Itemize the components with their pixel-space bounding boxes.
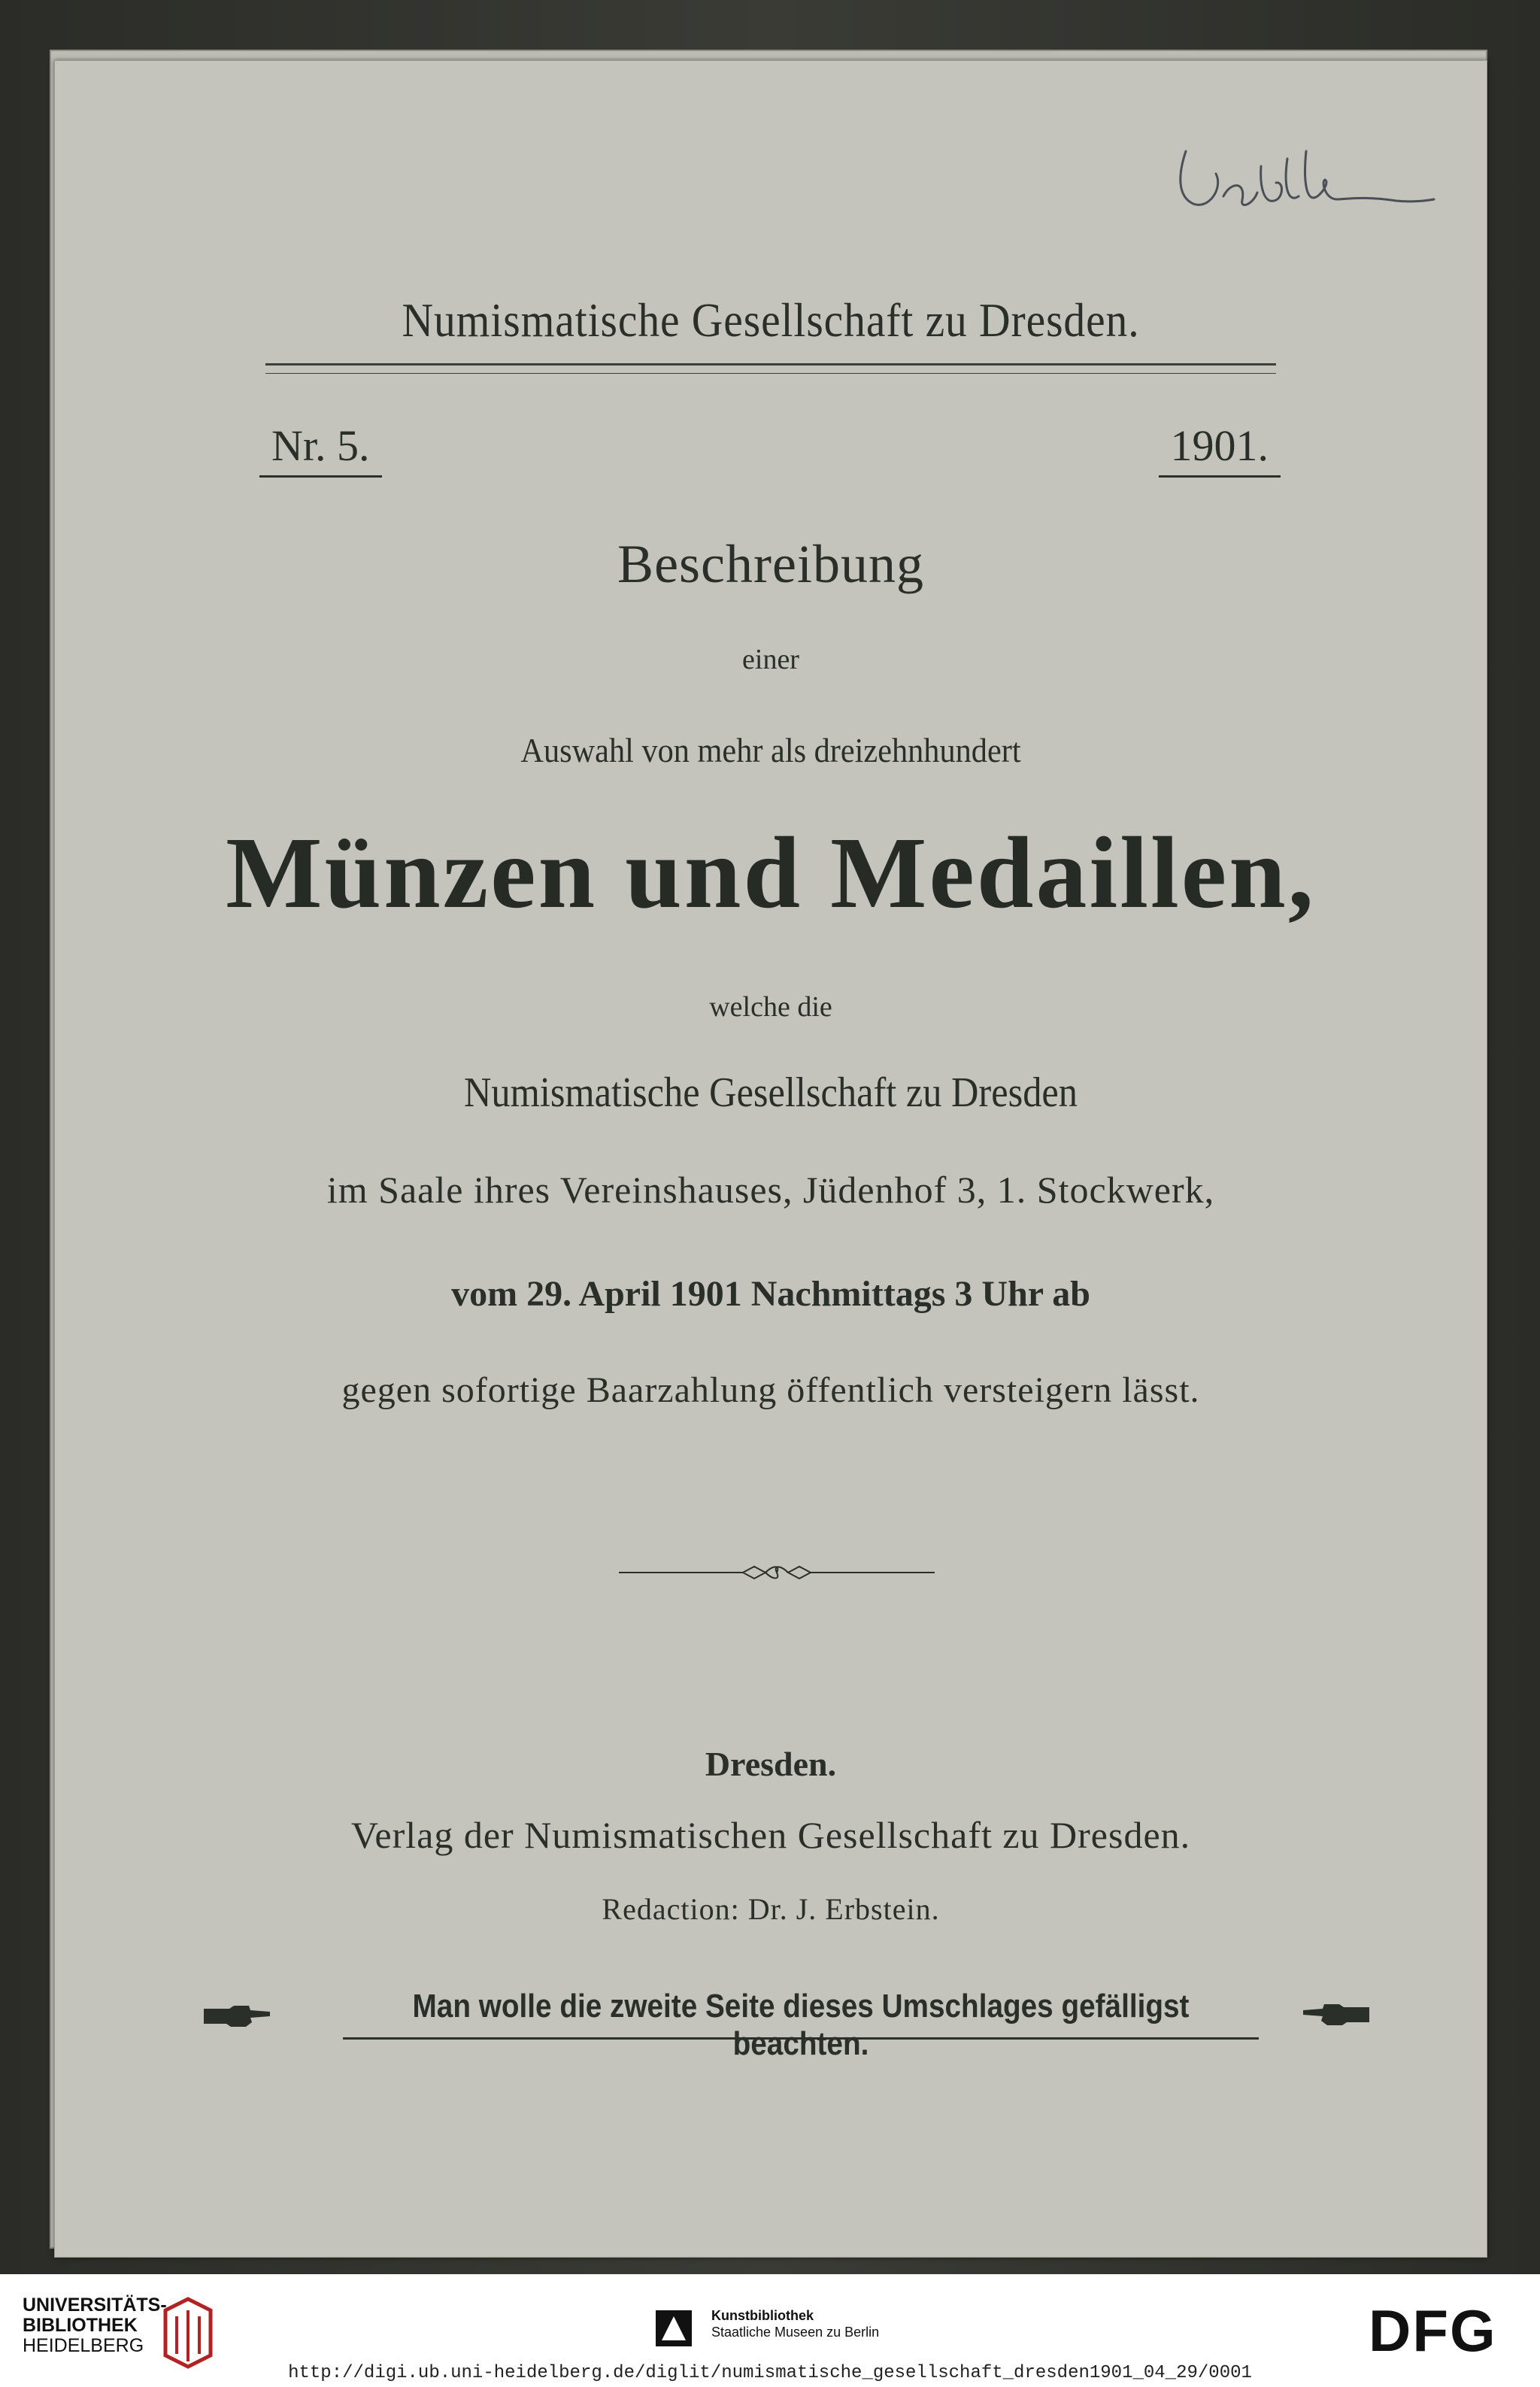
heading-beschreibung: Beschreibung bbox=[617, 534, 924, 594]
issue-year: 1901. bbox=[1159, 420, 1281, 478]
text-welche-die: welche die bbox=[709, 991, 832, 1023]
kb-line-1: Kunstbibliothek bbox=[711, 2308, 814, 2323]
dfg-logo: DFG bbox=[1369, 2298, 1497, 2364]
footer-band bbox=[0, 2274, 1540, 2387]
notice-line: Man wolle die zweite Seite dieses Umschlages gefälligst beachten. bbox=[343, 1988, 1259, 2040]
ornament-divider bbox=[619, 1557, 935, 1588]
kb-line-2: Staatliche Museen zu Berlin bbox=[711, 2325, 880, 2340]
society-header: Numismatische Gesellschaft zu Dresden. bbox=[402, 293, 1140, 347]
handwritten-signature bbox=[1171, 121, 1441, 226]
kunstbibliothek-logo-icon bbox=[656, 2310, 692, 2346]
pointing-hand-left-icon bbox=[1300, 2000, 1372, 2030]
library-line-2: BIBLIOTHEK bbox=[23, 2315, 138, 2336]
document-page bbox=[54, 60, 1487, 2258]
kunstbibliothek-name bbox=[711, 2307, 879, 2340]
address-line: im Saale ihres Vereinshauses, Jüdenhof 3, 1. Stockwerk, bbox=[326, 1169, 1215, 1211]
library-line-1: UNIVERSITÄTS- bbox=[23, 2294, 167, 2316]
library-line-3: HEIDELBERG bbox=[23, 2335, 144, 2356]
main-title: Münzen und Medaillen, bbox=[226, 817, 1316, 930]
date-line: vom 29. April 1901 Nachmittags 3 Uhr ab bbox=[451, 1274, 1090, 1314]
pointing-hand-right-icon bbox=[201, 2001, 273, 2031]
heidelberg-library-logo-icon bbox=[15, 2288, 218, 2370]
text-einer: einer bbox=[742, 644, 799, 675]
editor-line: Redaction: Dr. J. Erbstein. bbox=[602, 1892, 940, 1926]
header-double-rule bbox=[265, 363, 1276, 374]
place-of-publication: Dresden. bbox=[705, 1745, 837, 1783]
auction-line: gegen sofortige Baarzahlung öffentlich versteigern lässt. bbox=[341, 1370, 1200, 1410]
issue-number: Nr. 5. bbox=[259, 420, 382, 478]
publisher-line: Verlag der Numismatischen Gesellschaft zu Dresden. bbox=[350, 1814, 1191, 1856]
selection-line: Auswahl von mehr als dreizehnhundert bbox=[520, 731, 1021, 769]
society-name: Numismatische Gesellschaft zu Dresden bbox=[464, 1069, 1078, 1116]
source-url[interactable]: http://digi.ub.uni-heidelberg.de/diglit/numismatische_gesellschaft_dresden1901_04_29/0001 bbox=[288, 2363, 1252, 2383]
